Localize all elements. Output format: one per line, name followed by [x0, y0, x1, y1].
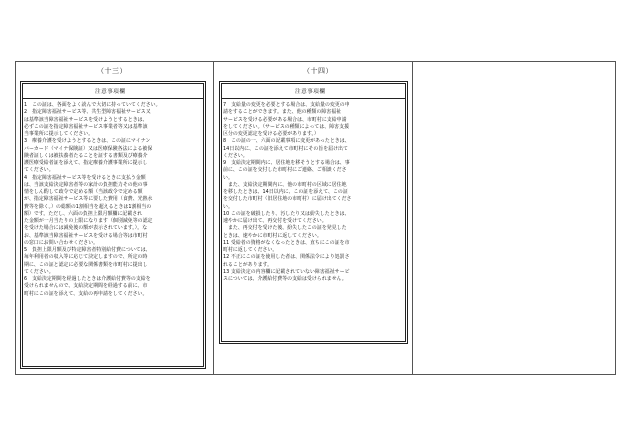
- note-line: の窓口にお問い合わせください。: [24, 239, 99, 246]
- note-line: い。: [223, 174, 233, 181]
- note-line: 区分の変更認定を受ける必要があります。）: [223, 131, 319, 137]
- note-line: を移したときは、14日以内に、この証を添えて、この証: [223, 189, 348, 195]
- note-line: れることがあります。: [223, 261, 273, 268]
- note-line: てください。: [24, 268, 54, 275]
- note-line: てください。: [24, 167, 54, 174]
- note-line: 4 指定障害福祉サービス等を受けるときに支払う金額: [24, 174, 146, 181]
- column-divider-right: [412, 61, 413, 375]
- note-line: 請をすることができます。また、他の種類の障害福祉: [223, 109, 342, 116]
- note-line: 毎年利用者の収入等に応じて決定しますので、所定の時: [24, 254, 148, 261]
- note-line: 12 不正にこの証を使用した者は、関係法令により処罰さ: [223, 254, 350, 261]
- note-line: スについては、介護給付費等の支給は受けられません。: [223, 276, 347, 282]
- note-line: お、基準該当障害福祉サービスを受ける場合等は市町村: [24, 232, 148, 239]
- note-line: 10 この証を破損したり、汚したり又は紛失したときは、: [223, 210, 350, 217]
- note-line: また、支給決定期間内に、他の市町村の区域に居住地: [223, 181, 347, 188]
- panel-title-13: （十三）: [97, 67, 127, 75]
- note-line: 受けられませんので、支給決定期間を経過する前に、市: [24, 283, 148, 290]
- note-line: 当事業所に提示してください。: [24, 131, 94, 137]
- note-line: 11 受給者の資格がなくなったときは、直ちにこの証を市: [223, 239, 350, 246]
- note-line: 3 療養介護を受けようとするときは、この証にマイナン: [24, 138, 151, 145]
- note-line: 2 指定障害福祉サービス等、共生型障害福祉サービス又: [24, 109, 151, 116]
- note-line: ときは、速やかに市町村に返してください。: [223, 232, 322, 239]
- note-line: が、指定障害福祉サービス等に要した費用（食費、光熱水: [24, 196, 153, 203]
- note-line: 額）です。ただし、六面の負担上限月額欄に記載され: [24, 210, 143, 217]
- notes-text-13: [24, 102, 161, 298]
- note-line: サービスを受ける必要がある場合は、市町村に支給申請: [223, 116, 347, 123]
- note-line: 護医療受給者証を添えて、指定療養介護事業所に提示し: [24, 160, 148, 166]
- note-line: た金額が一月当たりの上限になります（個別減免等の認定: [24, 218, 153, 224]
- note-line: 5 負担上限月額及び特定障害者特別給付費については、: [24, 247, 151, 253]
- note-line: 6 支給決定期間を経過したときは介護給付費等の支給を: [24, 276, 151, 282]
- notes-text-14: [223, 102, 351, 283]
- note-line: 期に、この証と認定に必要な関係書類を市町村に提出し: [24, 261, 148, 268]
- note-line: ください。: [223, 152, 248, 159]
- note-line: 8 この証の一、六面の記載事項に変更があったときは、: [223, 138, 350, 145]
- heading-rule-13: [22, 98, 204, 99]
- note-line: は基準該当障害福祉サービスを受けようとするときは、: [24, 116, 148, 123]
- note-line: 情をしん酌して政令で定める額（当該政令で定める額: [24, 189, 143, 195]
- note-line: を受けた場合には減免後の額が表示されています。）。な: [24, 225, 148, 232]
- note-line: 13 支給決定の内容欄に記載されていない障害福祉サービ: [223, 268, 350, 275]
- note-line: 険者証しくは被扶養者たることを証する書類及び療養介: [24, 152, 148, 159]
- note-line: 必ずこの証を指定障害福祉サービス事業者等又は基準該: [24, 123, 148, 130]
- note-line: 前に、この証を交付した市町村にご連絡、ご相談くださ: [223, 167, 347, 174]
- note-line: 1 この証は、各面をよく読んで大切に持っていてください。: [24, 102, 161, 108]
- note-line: 費等を除く。）の総額の1割相当を超えるときは1割相当の: [24, 203, 152, 210]
- column-divider-left: [213, 61, 214, 375]
- note-line: 速やかに届け出て、再交付を受けてください。: [223, 218, 327, 224]
- note-line: 7 支給量の変更を必要とする場合は、支給量の変更の申: [223, 102, 350, 108]
- heading-rule-14: [221, 98, 406, 99]
- note-line: また、再交付を受けた後、紛失したこの証を発見した: [223, 225, 347, 232]
- note-line: 9 支給決定期間内に、居住地を移そうとする場合は、事: [223, 160, 350, 166]
- panel-title-14: （十四）: [303, 67, 333, 75]
- note-line: い。: [223, 203, 233, 210]
- note-line: バーカード（マイナ保険証）又は医療保険各法による被保: [24, 145, 153, 152]
- note-line: は、当該支給決定障害者等の家計の負担能力その他の事: [24, 181, 148, 188]
- notes-heading-13: 注意事項欄: [95, 89, 126, 95]
- notes-heading-14: 注意事項欄: [295, 89, 326, 95]
- note-line: を交付した市町村（旧居住地の市町村）に届け出てくださ: [223, 196, 352, 203]
- note-line: 町村にこの証を添えて、支給の再申請をしてください。: [24, 290, 148, 297]
- note-line: 町村に返してください。: [223, 247, 278, 253]
- note-line: をしてください。（サービスの種類によっては、障害支援: [223, 123, 350, 130]
- note-line: 14日以内に、この証を添えて市町村にその旨を届け出て: [223, 145, 348, 152]
